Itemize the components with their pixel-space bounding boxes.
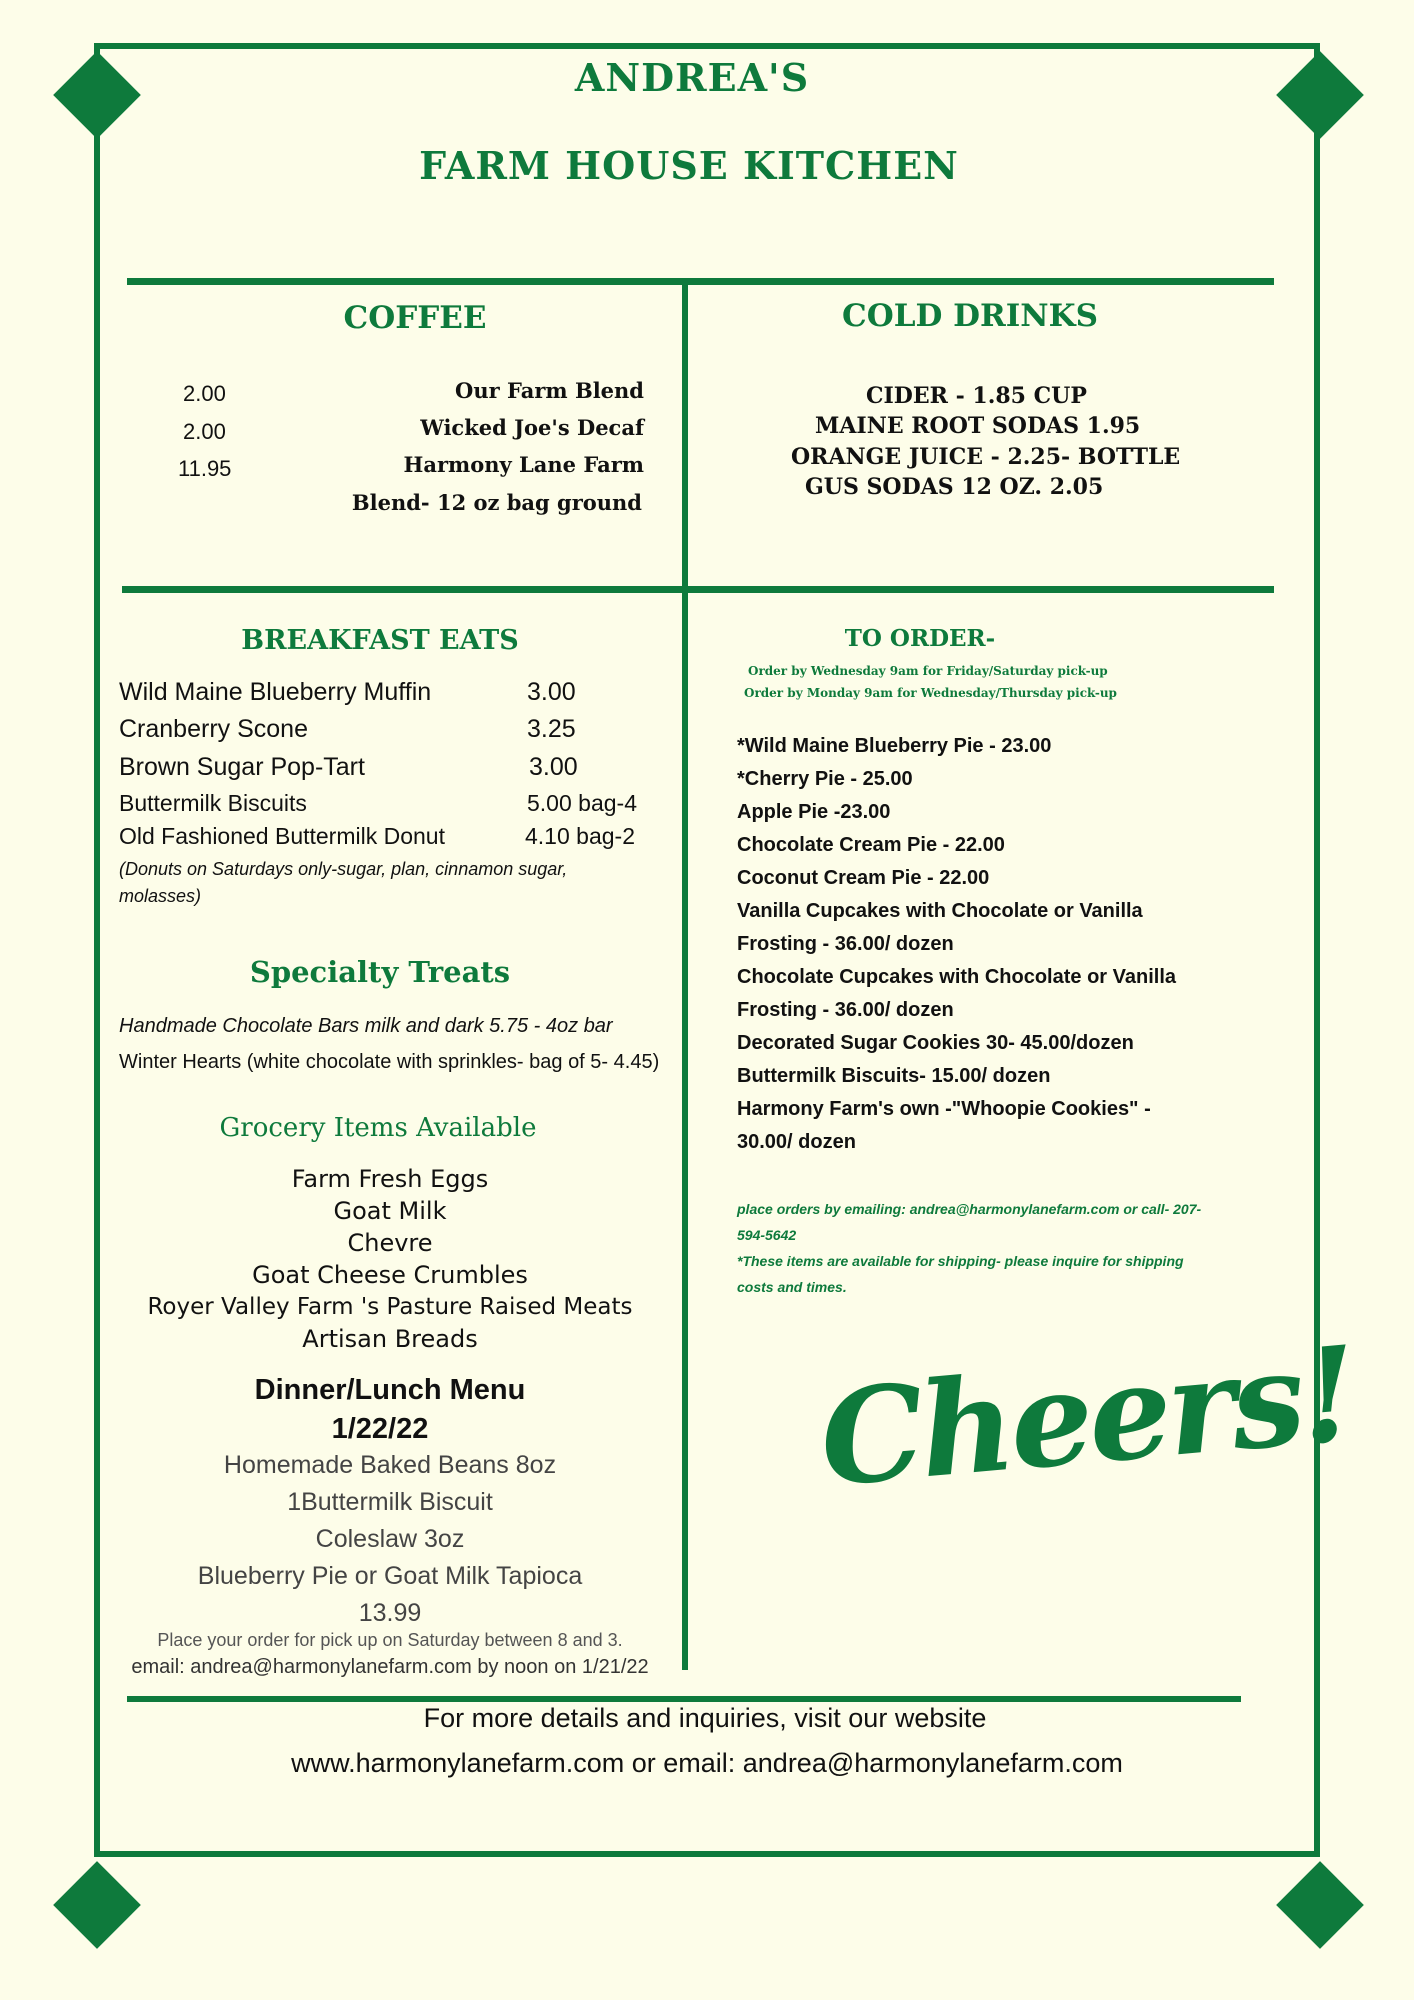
breakfast-item-name: Buttermilk Biscuits bbox=[119, 790, 307, 816]
breakfast-item-price: 3.00 bbox=[527, 678, 576, 706]
header-line1: ANDREA'S bbox=[574, 55, 810, 100]
order-item: *Cherry Pie - 25.00 bbox=[737, 768, 913, 790]
grocery-item: Chevre bbox=[347, 1229, 433, 1257]
coffee-continuation: Blend- 12 oz bag ground bbox=[351, 490, 642, 515]
dinner-item: 1Buttermilk Biscuit bbox=[287, 1488, 493, 1516]
coffee-price: 2.00 bbox=[183, 419, 226, 444]
footer-line1: For more details and inquiries, visit our website bbox=[423, 1703, 987, 1733]
to-order-note2: *These items are available for shipping- please inquire for shipping costs and times. bbox=[737, 1253, 1184, 1295]
divider-top bbox=[127, 278, 1274, 285]
dinner-note: Place your order for pick up on Saturday between 8 and 3. bbox=[157, 1630, 623, 1650]
breakfast-item-name: Brown Sugar Pop-Tart bbox=[119, 753, 365, 781]
grocery-item: Goat Milk bbox=[333, 1197, 447, 1225]
breakfast-item-name: Wild Maine Blueberry Muffin bbox=[119, 678, 432, 706]
specialty-line2: Winter Hearts (white chocolate with sprinkles- bag of 5- 4.45) bbox=[119, 1051, 660, 1073]
order-item: Decorated Sugar Cookies 30- 45.00/dozen bbox=[737, 1032, 1134, 1054]
order-item: Buttermilk Biscuits- 15.00/ dozen bbox=[737, 1065, 1051, 1087]
order-item: Chocolate Cream Pie - 22.00 bbox=[737, 834, 1005, 856]
coffee-name: Wicked Joe's Decaf bbox=[420, 415, 644, 440]
dinner-item: Blueberry Pie or Goat Milk Tapioca bbox=[197, 1562, 583, 1590]
divider-middle bbox=[122, 586, 1274, 593]
to-order-sub1: Order by Wednesday 9am for Friday/Saturday pick-up bbox=[748, 664, 1108, 678]
header-line2: FARM HOUSE KITCHEN bbox=[419, 143, 959, 188]
cold-drink-item: GUS SODAS 12 OZ. 2.05 bbox=[805, 474, 1104, 500]
to-order-note1: place orders by emailing: andrea@harmonylanefarm.com or call- 207-594-5642 bbox=[737, 1201, 1202, 1243]
breakfast-item-price: 4.10 bag-2 bbox=[525, 823, 635, 849]
order-item: Coconut Cream Pie - 22.00 bbox=[737, 867, 990, 889]
dinner-price: 13.99 bbox=[358, 1599, 422, 1627]
order-item: Chocolate Cupcakes with Chocolate or Vanilla Frosting - 36.00/ dozen bbox=[737, 966, 1176, 1021]
specialty-line1: Handmade Chocolate Bars milk and dark 5.75 - 4oz bar bbox=[119, 1015, 613, 1037]
frame-top bbox=[94, 43, 1320, 49]
corner-diamond-icon bbox=[1276, 1861, 1364, 1949]
cold-drink-item: CIDER - 1.85 CUP bbox=[866, 383, 1087, 409]
breakfast-item-name: Cranberry Scone bbox=[119, 715, 308, 743]
grocery-item: Artisan Breads bbox=[302, 1325, 478, 1353]
specialty-title: Specialty Treats bbox=[249, 955, 511, 989]
breakfast-item-price: 5.00 bag-4 bbox=[527, 790, 637, 816]
divider-vertical bbox=[682, 285, 688, 1670]
footer-line2: www.harmonylanefarm.com or email: andrea@harmonylanefarm.com bbox=[291, 1748, 1123, 1778]
to-order-sub2: Order by Monday 9am for Wednesday/Thursday pick-up bbox=[744, 686, 1117, 700]
cold-drink-item: ORANGE JUICE - 2.25- BOTTLE bbox=[791, 444, 1181, 470]
frame-left bbox=[94, 43, 100, 1857]
dinner-email: email: andrea@harmonylanefarm.com by noon on 1/21/22 bbox=[131, 1656, 649, 1678]
cold-drinks-title: COLD DRINKS bbox=[842, 298, 1098, 334]
cheers-script: Cheers! bbox=[814, 1317, 1360, 1516]
grocery-item: Royer Valley Farm 's Pasture Raised Meats bbox=[147, 1294, 633, 1320]
coffee-price: 11.95 bbox=[178, 456, 232, 481]
frame-right bbox=[1314, 43, 1320, 1857]
order-item: Vanilla Cupcakes with Chocolate or Vanilla Frosting - 36.00/ dozen bbox=[737, 900, 1143, 955]
dinner-item: Homemade Baked Beans 8oz bbox=[223, 1451, 557, 1479]
coffee-price: 2.00 bbox=[183, 381, 226, 406]
dinner-item: Coleslaw 3oz bbox=[315, 1525, 465, 1553]
order-item: Harmony Farm's own -"Whoopie Cookies" - 30.00/ dozen bbox=[737, 1098, 1151, 1153]
breakfast-item-name: Old Fashioned Buttermilk Donut bbox=[119, 823, 445, 849]
coffee-title: COFFEE bbox=[343, 300, 487, 336]
dinner-title: Dinner/Lunch Menu bbox=[254, 1374, 526, 1406]
frame-bottom bbox=[94, 1851, 1320, 1857]
coffee-name: Our Farm Blend bbox=[455, 378, 644, 403]
to-order-title: TO ORDER- bbox=[844, 625, 996, 652]
order-item: Apple Pie -23.00 bbox=[737, 801, 891, 823]
cold-drink-item: MAINE ROOT SODAS 1.95 bbox=[815, 413, 1141, 439]
breakfast-title: BREAKFAST EATS bbox=[241, 625, 519, 656]
coffee-name: Harmony Lane Farm bbox=[403, 452, 644, 477]
dinner-date: 1/22/22 bbox=[331, 1413, 429, 1445]
grocery-title: Grocery Items Available bbox=[219, 1113, 537, 1143]
divider-footer bbox=[127, 1696, 1241, 1702]
corner-diamond-icon bbox=[53, 1861, 141, 1949]
grocery-item: Farm Fresh Eggs bbox=[291, 1165, 489, 1193]
breakfast-note: (Donuts on Saturdays only-sugar, plan, cinnamon sugar, molasses) bbox=[119, 859, 568, 906]
breakfast-item-price: 3.25 bbox=[527, 715, 576, 743]
order-list bbox=[737, 730, 1207, 1159]
breakfast-item-price: 3.00 bbox=[529, 753, 578, 781]
grocery-item: Goat Cheese Crumbles bbox=[252, 1261, 528, 1289]
order-item: *Wild Maine Blueberry Pie - 23.00 bbox=[737, 735, 1052, 757]
